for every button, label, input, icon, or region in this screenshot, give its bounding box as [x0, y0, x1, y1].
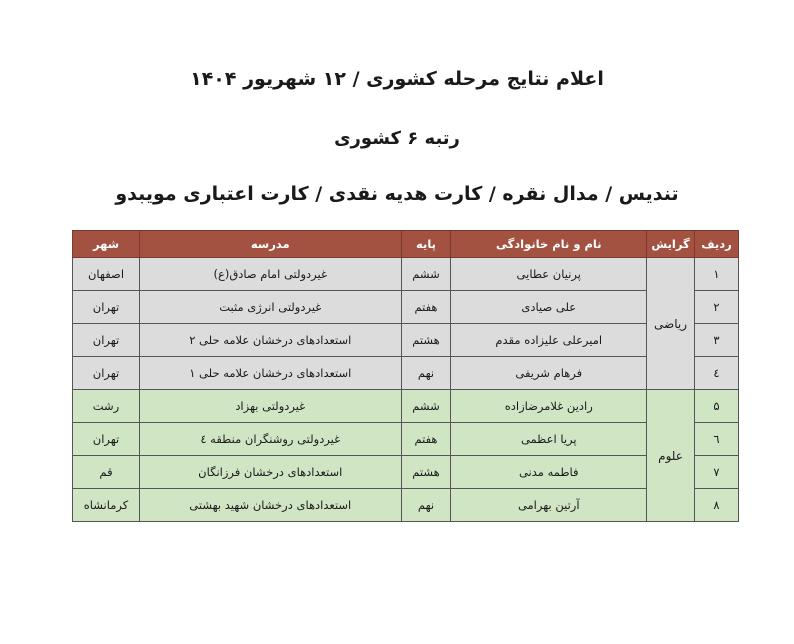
- table-row: [73, 258, 739, 291]
- grade-cell: هفتم: [401, 291, 451, 324]
- grade-cell: ششم: [401, 258, 451, 291]
- column-header-field: گرایش: [647, 231, 695, 258]
- table-row: [73, 390, 739, 423]
- table-row: [73, 489, 739, 522]
- name-cell: فاطمه مدنی: [451, 456, 647, 489]
- rank-heading: رتبه ۶ کشوری: [334, 128, 460, 149]
- city-cell: قم: [73, 456, 140, 489]
- rank-cell: ٤: [695, 357, 739, 390]
- city-cell: کرمانشاه: [73, 489, 140, 522]
- prizes-heading: تندیس / مدال نقره / کارت هدیه نقدی / کارت اعتباری مویبدو: [115, 183, 679, 205]
- name-cell: علی صیادی: [451, 291, 647, 324]
- rank-cell: ۱: [695, 258, 739, 291]
- grade-cell: ششم: [401, 390, 451, 423]
- rank-cell: ۲: [695, 291, 739, 324]
- rank-cell: ۵: [695, 390, 739, 423]
- school-cell: استعدادهای درخشان علامه حلی ۱: [140, 357, 402, 390]
- announcement-title: اعلام نتایج مرحله کشوری / ۱۲ شهریور ۱۴۰۴: [190, 68, 604, 90]
- city-cell: تهران: [73, 423, 140, 456]
- results-table: [72, 230, 739, 522]
- name-cell: پرنیان عطایی: [451, 258, 647, 291]
- table-header-row: [73, 231, 739, 258]
- column-header-name: نام و نام خانوادگی: [451, 231, 647, 258]
- column-header-school: مدرسه: [140, 231, 402, 258]
- name-cell: فرهام شریفی: [451, 357, 647, 390]
- table-row: [73, 291, 739, 324]
- grade-cell: نهم: [401, 357, 451, 390]
- rank-cell: ۷: [695, 456, 739, 489]
- table-row: [73, 324, 739, 357]
- field-cell: ریاضی: [647, 258, 695, 390]
- school-cell: استعدادهای درخشان فرزانگان: [140, 456, 402, 489]
- city-cell: تهران: [73, 357, 140, 390]
- city-cell: اصفهان: [73, 258, 140, 291]
- column-header-grade: پایه: [401, 231, 451, 258]
- grade-cell: هشتم: [401, 456, 451, 489]
- rank-cell: ۳: [695, 324, 739, 357]
- table-row: [73, 357, 739, 390]
- grade-cell: هشتم: [401, 324, 451, 357]
- name-cell: آرتین بهرامی: [451, 489, 647, 522]
- school-cell: غیردولتی بهزاد: [140, 390, 402, 423]
- table-row: [73, 423, 739, 456]
- name-cell: امیرعلی علیزاده مقدم: [451, 324, 647, 357]
- grade-cell: هفتم: [401, 423, 451, 456]
- table-row: [73, 456, 739, 489]
- rank-cell: ٦: [695, 423, 739, 456]
- city-cell: تهران: [73, 291, 140, 324]
- name-cell: رادین غلامرضازاده: [451, 390, 647, 423]
- rank-cell: ۸: [695, 489, 739, 522]
- column-header-city: شهر: [73, 231, 140, 258]
- grade-cell: نهم: [401, 489, 451, 522]
- name-cell: پریا اعظمی: [451, 423, 647, 456]
- field-cell: علوم: [647, 390, 695, 522]
- column-header-rank: ردیف: [695, 231, 739, 258]
- school-cell: استعدادهای درخشان شهید بهشتی: [140, 489, 402, 522]
- school-cell: غیردولتی روشنگران منطقه ٤: [140, 423, 402, 456]
- school-cell: غیردولتی امام صادق(ع): [140, 258, 402, 291]
- school-cell: استعدادهای درخشان علامه حلی ۲: [140, 324, 402, 357]
- school-cell: غیردولتی انرژی مثبت: [140, 291, 402, 324]
- city-cell: تهران: [73, 324, 140, 357]
- city-cell: رشت: [73, 390, 140, 423]
